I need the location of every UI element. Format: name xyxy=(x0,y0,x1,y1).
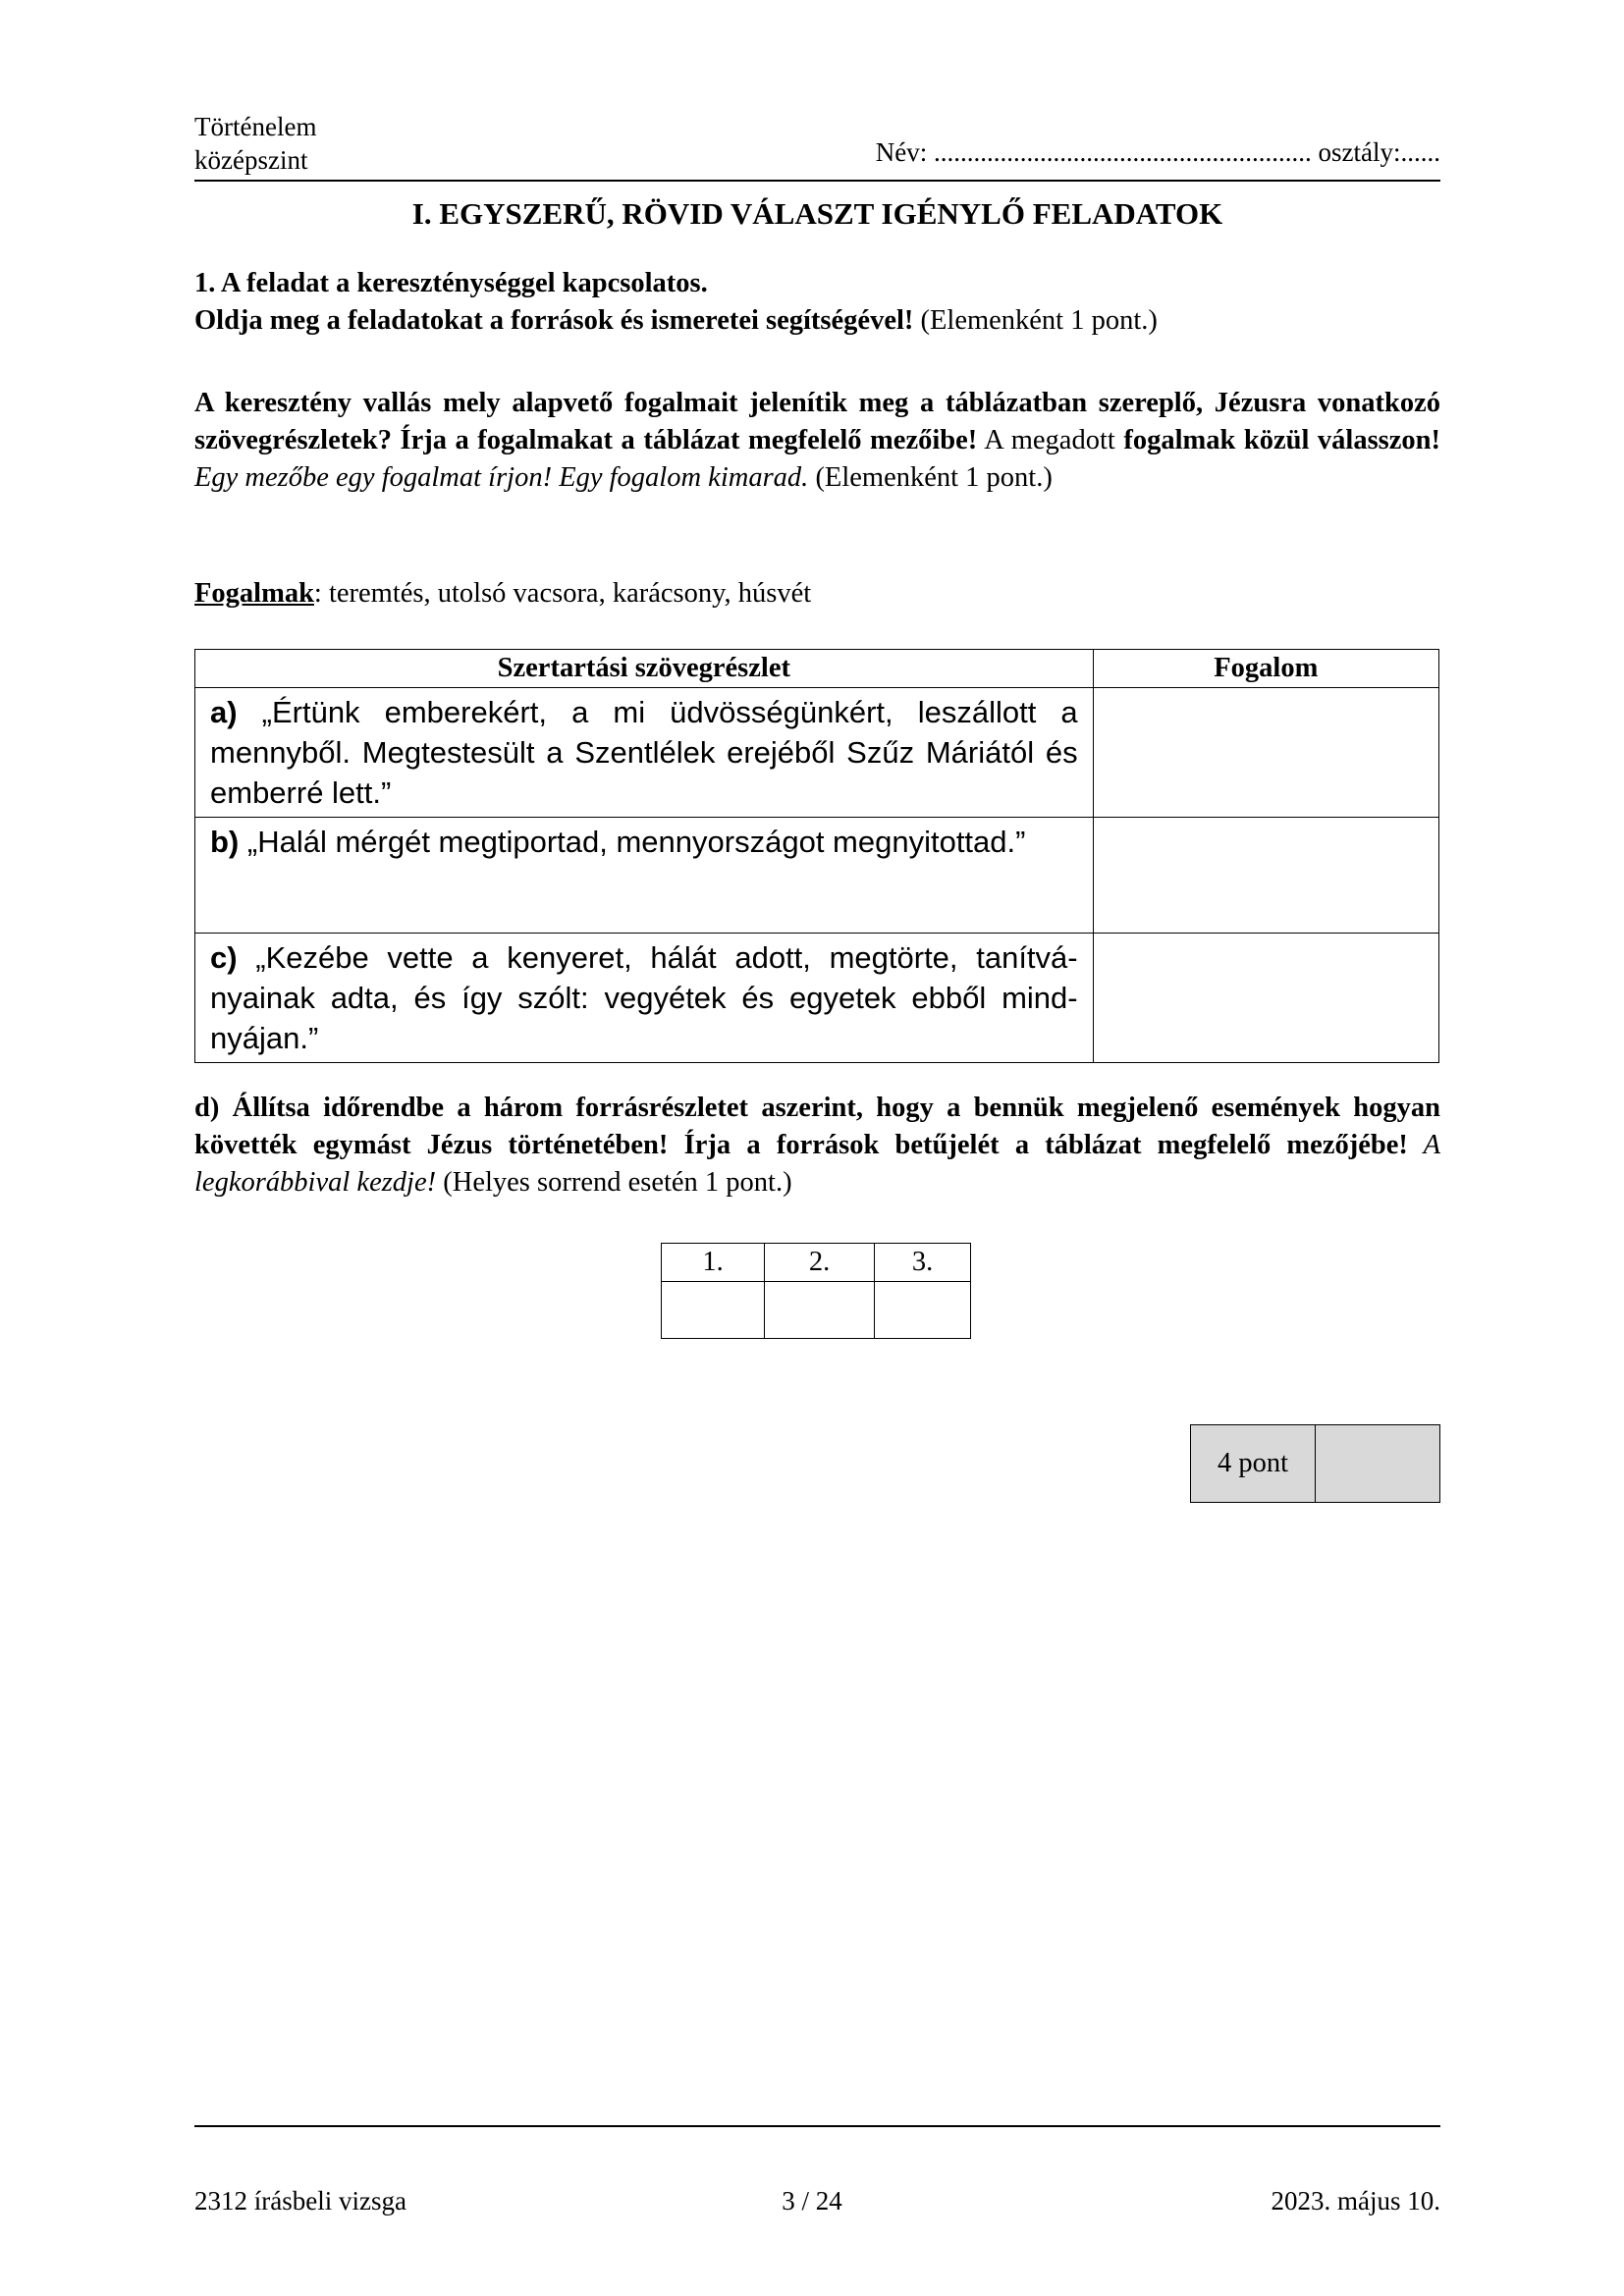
concepts-line: Fogalmak: teremtés, utolsó vacsora, karácsony, húsvét xyxy=(194,578,812,609)
source-text-c: c) „Kezébe vette a kenyeret, hálát adott, megtörte, tanítványainak adta, és így szólt: vegyétek és egyetek ebből mindnyájan.” xyxy=(195,934,1094,1063)
task-d-paragraph: d) Állítsa időrendbe a három forrásrészletet aszerint, hogy a bennük megjelenő események hogyan követték egymást Jézus történetében! Írja a források betűjelét a táblázat megfelelő mezőjébe! A legkorábbival kezdje! (Helyes sorrend esetén 1 pont.) xyxy=(194,1093,1440,1198)
order-header-3: 3. xyxy=(875,1244,971,1282)
source-text-a: a) „Értünk emberekért, a mi üdvösségünkért, leszállott a mennyből. Megtestesült a Szentlélek erejéből Szűz Máriától és emberré lett.” xyxy=(195,688,1094,818)
task-instruction: Oldja meg a feladatokat a források és ismeretei segítségével! (Elemenként 1 pont.) xyxy=(194,305,1158,336)
header-name-field: Név: ......................................................... osztály:...... xyxy=(875,137,1440,167)
source-text-b: b) „Halál mérgét megtiportad, mennyországot megnyitottad.” xyxy=(195,818,1094,934)
order-table xyxy=(661,1243,971,1339)
order-cell-3[interactable] xyxy=(875,1282,971,1339)
header-subject-block xyxy=(194,110,316,177)
answer-cell-c[interactable] xyxy=(1093,934,1438,1063)
col-header-concept: Fogalom xyxy=(1093,650,1438,688)
footer-page-number: 3 / 24 xyxy=(782,2186,842,2216)
answer-cell-b[interactable] xyxy=(1093,818,1438,934)
task-title: 1. A feladat a kereszténységgel kapcsolatos. xyxy=(194,268,708,298)
score-box xyxy=(1190,1424,1440,1503)
order-header-2: 2. xyxy=(765,1244,875,1282)
section-title: I. EGYSZERŰ, RÖVID VÁLASZT IGÉNYLŐ FELADATOK xyxy=(411,196,1223,231)
score-label: 4 pont xyxy=(1191,1425,1316,1502)
order-cell-2[interactable] xyxy=(765,1282,875,1339)
footer-divider xyxy=(194,2125,1440,2127)
answer-cell-a[interactable] xyxy=(1093,688,1438,818)
footer-exam-code: 2312 írásbeli vizsga xyxy=(194,2186,406,2216)
source-table xyxy=(194,649,1439,1063)
header-divider xyxy=(194,180,1440,182)
header-level: középszint xyxy=(194,145,308,175)
score-field[interactable] xyxy=(1316,1425,1439,1502)
footer-date: 2023. május 10. xyxy=(1271,2186,1440,2216)
question-paragraph: A keresztény vallás mely alapvető fogalmait jelenítik meg a táblázatban szereplő, Jézusra vonatkozó szövegrészletek? Írja a fogalmakat a táblázat megfelelő mezőibe! A megadott fogalmak közül válasszon! Egy mezőbe egy fogalmat írjon! Egy fogalom kimarad. (Elemenként 1 pont.) xyxy=(194,388,1440,493)
order-header-1: 1. xyxy=(662,1244,765,1282)
col-header-source: Szertartási szövegrészlet xyxy=(195,650,1094,688)
order-cell-1[interactable] xyxy=(662,1282,765,1339)
task-intro xyxy=(194,265,1440,340)
header-subject: Történelem xyxy=(194,112,317,141)
